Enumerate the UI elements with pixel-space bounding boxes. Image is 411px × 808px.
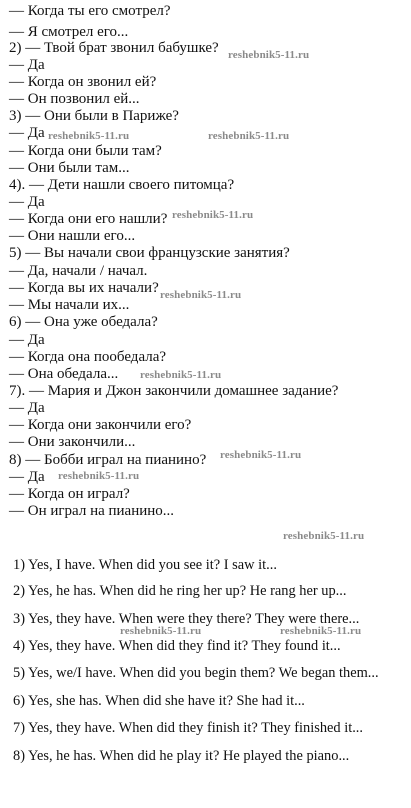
ru-line-3: 2) — Твой брат звонил бабушке? <box>9 40 219 56</box>
ru-line-24: — Да <box>9 400 45 416</box>
ru-line-18: — Мы начали их... <box>9 297 130 313</box>
ru-line-7: 3) — Они были в Париже? <box>9 108 179 124</box>
en-answer-8: 8) Yes, he has. When did he play it? He played the piano... <box>13 748 350 764</box>
en-answer-5: 5) Yes, we/I have. When did you begin them? We began them... <box>13 665 379 681</box>
watermark: reshebnik5-11.ru <box>160 289 242 301</box>
ru-line-11: 4). — Дети нашли своего питомца? <box>9 177 235 193</box>
ru-line-29: — Когда он играл? <box>9 486 130 502</box>
ru-line-25: — Когда они закончили его? <box>9 417 192 433</box>
watermark: reshebnik5-11.ru <box>172 209 254 221</box>
watermark: reshebnik5-11.ru <box>58 470 140 482</box>
ru-line-12: — Да <box>9 194 45 210</box>
ru-line-15: 5) — Вы начали свои французские занятия? <box>9 245 290 261</box>
watermark: reshebnik5-11.ru <box>48 130 130 142</box>
ru-line-21: — Когда она пообедала? <box>9 349 167 365</box>
watermark: reshebnik5-11.ru <box>228 49 310 61</box>
ru-line-23: 7). — Мария и Джон закончили домашнее задание? <box>9 383 339 399</box>
ru-line-27: 8) — Бобби играл на пианино? <box>9 452 207 468</box>
ru-line-5: — Когда он звонил ей? <box>9 74 157 90</box>
en-answer-3: 3) Yes, they have. When were they there? They were there... <box>13 611 360 627</box>
ru-line-4: — Да <box>9 57 45 73</box>
ru-line-10: — Они были там... <box>9 160 130 176</box>
ru-line-16: — Да, начали / начал. <box>9 263 148 279</box>
en-answer-2: 2) Yes, he has. When did he ring her up? He rang her up... <box>13 583 347 599</box>
watermark: reshebnik5-11.ru <box>280 625 362 637</box>
watermark: reshebnik5-11.ru <box>120 625 202 637</box>
ru-line-9: — Когда они были там? <box>9 143 162 159</box>
ru-line-30: — Он играл на пианино... <box>9 503 175 519</box>
ru-line-22: — Она обедала... <box>9 366 119 382</box>
watermark: reshebnik5-11.ru <box>140 369 222 381</box>
ru-line-17: — Когда вы их начали? <box>9 280 159 296</box>
ru-line-26: — Они закончили... <box>9 434 136 450</box>
watermark: reshebnik5-11.ru <box>220 449 302 461</box>
ru-line-8: — Да <box>9 125 45 141</box>
ru-line-13: — Когда они его нашли? <box>9 211 168 227</box>
ru-line-28: — Да <box>9 469 45 485</box>
ru-line-6: — Он позвонил ей... <box>9 91 140 107</box>
ru-line-1: — Когда ты его смотрел? <box>9 3 171 19</box>
ru-line-2: — Я смотрел его... <box>9 24 129 40</box>
ru-line-14: — Они нашли его... <box>9 228 136 244</box>
ru-line-19: 6) — Она уже обедала? <box>9 314 158 330</box>
watermark: reshebnik5-11.ru <box>283 530 365 542</box>
ru-line-20: — Да <box>9 332 45 348</box>
en-answer-6: 6) Yes, she has. When did she have it? She had it... <box>13 693 305 709</box>
watermark: reshebnik5-11.ru <box>208 130 290 142</box>
en-answer-1: 1) Yes, I have. When did you see it? I saw it... <box>13 557 277 573</box>
en-answer-7: 7) Yes, they have. When did they finish it? They finished it... <box>13 720 363 736</box>
en-answer-4: 4) Yes, they have. When did they find it? They found it... <box>13 638 341 654</box>
